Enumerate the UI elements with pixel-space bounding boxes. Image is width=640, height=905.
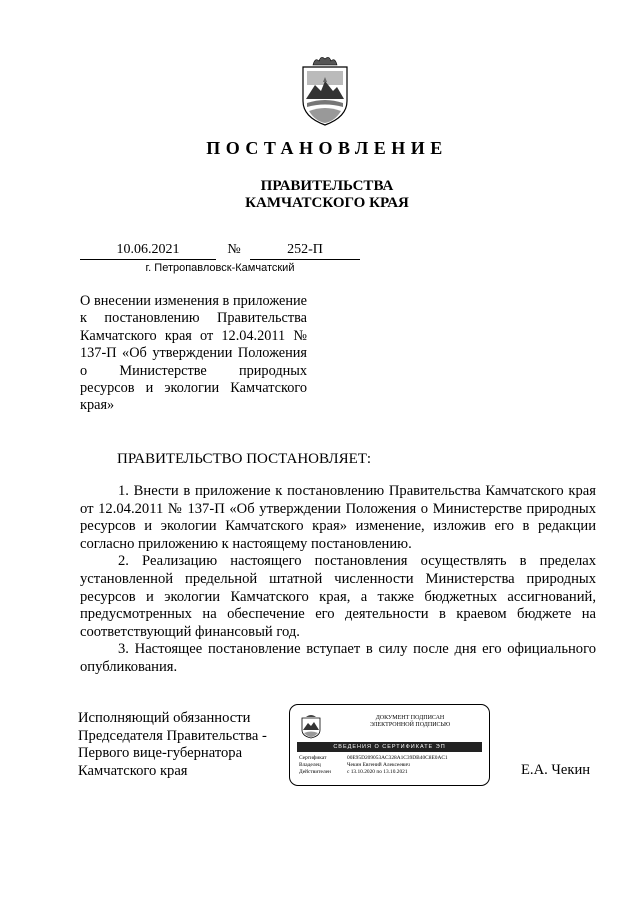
paragraph: 1. Внести в приложение к постановлению Правительства Камчатского края от 12.04.2011 № 137-П «Об утверждении Положения о Министерстве природных ресурсов и экологии Камчатского края» изменение, изложив его в редакции согласно приложению к настоящему постановлению. xyxy=(80,483,596,552)
signer-line: Первого вице-губернатора xyxy=(78,745,243,762)
document-number: 252-П xyxy=(250,242,360,260)
signer-line: Председателя Правительства - xyxy=(78,727,267,744)
paragraph: 2. Реализацию настоящего постановления осуществлять в пределах установленной предельной штатной численности Министерства природных ресурсов и экологии Камчатского края, а также бюджетных ассигнований, предусмотренных на обеспечение его деятельности в краевом бюджете на соответствующий финансовый год. xyxy=(80,553,596,640)
signer-position xyxy=(78,710,288,780)
stamp-row-key: Владелец xyxy=(299,762,321,768)
issuer-line: ПРАВИТЕЛЬСТВА xyxy=(260,178,394,194)
signer-line: Камчатского края xyxy=(78,762,188,779)
stamp-certificate-bar: СВЕДЕНИЯ О СЕРТИФИКАТЕ ЭП xyxy=(297,742,482,752)
stamp-row xyxy=(299,755,483,762)
signer-name: Е.А. Чекин xyxy=(521,762,591,778)
emblem-icon xyxy=(300,713,322,739)
stamp-row-key: Действителен xyxy=(299,769,331,775)
decree-phrase: ПРАВИТЕЛЬСТВО ПОСТАНОВЛЯЕТ: xyxy=(117,451,372,467)
coat-of-arms-icon xyxy=(299,55,351,127)
stamp-row-value: с 13.10.2020 по 13.10.2021 xyxy=(347,769,408,775)
number-sign: № xyxy=(227,242,241,257)
issuer-line: КАМЧАТСКОГО КРАЯ xyxy=(245,195,409,211)
stamp-row-key: Сертификат xyxy=(299,755,327,761)
date-number-line xyxy=(80,242,360,260)
stamp-heading-line: ЭЛЕКТРОННОЙ ПОДПИСЬЮ xyxy=(369,722,451,728)
document-body xyxy=(80,483,596,677)
document-subject: О внесении изменения в приложение к постановлению Правительства Камчатского края от 12.04.2011 № 137-П «Об утверждении Положения о Министерстве природных ресурсов и экологии Камчатского края» xyxy=(80,293,307,414)
document-title: ПОСТАНОВЛЕНИЕ xyxy=(206,138,448,158)
stamp-row-value: 00E95D209053AC328A1C39DB40C8E0AC1 xyxy=(347,755,448,761)
city: г. Петропавловск-Камчатский xyxy=(145,262,295,274)
stamp-heading xyxy=(336,715,484,729)
stamp-heading-line: ДОКУМЕНТ ПОДПИСАН xyxy=(375,715,445,721)
electronic-signature-stamp xyxy=(289,704,490,786)
stamp-details xyxy=(299,755,483,776)
stamp-row-value: Чекин Евгений Алексеевич xyxy=(347,762,410,768)
issuer-block xyxy=(0,178,640,212)
stamp-row xyxy=(299,762,483,769)
document-date: 10.06.2021 xyxy=(80,242,216,260)
paragraph: 3. Настоящее постановление вступает в силу после дня его официального опубликования. xyxy=(80,641,596,675)
stamp-row xyxy=(299,769,483,776)
signer-line: Исполняющий обязанности xyxy=(78,710,251,726)
